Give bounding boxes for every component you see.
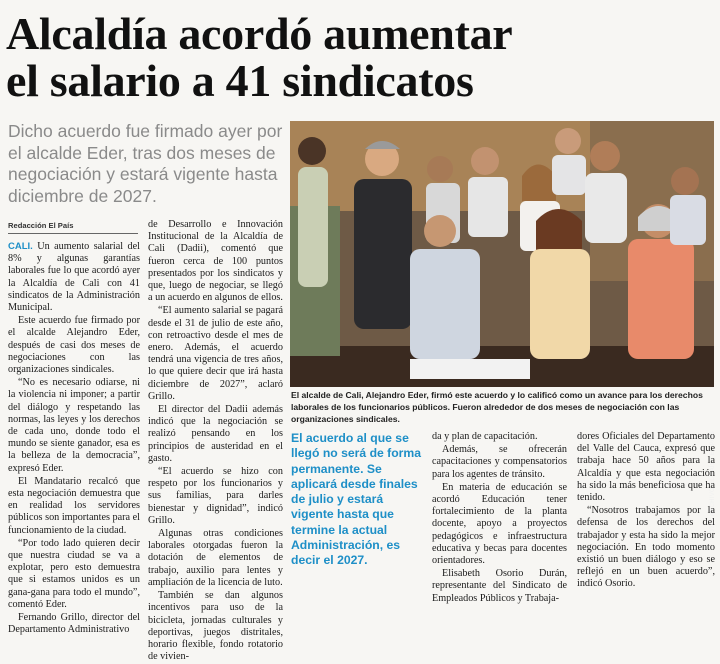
paragraph: “Por todo lado quieren decir que nuestra ciudad se va a explotar, pero esto demuestra que si estamos unidos es un gana-gana para todo el mundo”, comentó Eder. <box>8 537 140 610</box>
pull-quote: El acuerdo al que se llegó no será de forma permanente. Se aplicará desde finales de julio y estará vigente hasta que termine la actual Administración, es decir el 2027. <box>291 431 422 568</box>
paragraph: Además, se ofrecerán capacitaciones y compensatorios para los agentes de tránsito. <box>432 444 567 480</box>
headline <box>6 10 716 104</box>
lead-text: Un aumento salarial del 8% y algunas garantías laborales fue lo que acordó ayer la Alcaldía de Cali con 41 sindicatos de la Administración Municipal. <box>8 241 140 314</box>
paragraph: “Nosotros trabajamos por la defensa de los derechos del trabajador y esta ha sido la mejor negociación. En todo momento existió un buen diálogo y eso se reflejó en un buen acuerdo”, indicó Osorio. <box>577 505 715 590</box>
photo-caption: El alcalde de Cali, Alejandro Eder, firmó este acuerdo y lo calificó como un avance para los derechos laborales de los funcionarios públicos. Fueron alrededor de dos meses de negociación con las organizaciones sindicales. <box>291 390 703 424</box>
paragraph: “No es necesario odiarse, ni la violencia ni imponer; a partir del diálogo y respetando las normas, las leyes y los derechos de cada uno, donde todo el mundo se siente ganador, esa es la belleza de la democracia”, expresó Eder. <box>8 377 140 474</box>
paragraph: Elisabeth Osorio Durán, representante del Sindicato de Empleados Públicos y Trabaja- <box>432 568 567 604</box>
dateline: CALI. <box>8 241 33 252</box>
paragraph: También se dan algunos incentivos para uso de la bicicleta, jornadas culturales y deportivas, juegos distritales, horario flexible, fondo rotatorio de vivien- <box>148 590 283 663</box>
article-column-1 <box>8 241 140 638</box>
deck-subtitle: Dicho acuerdo fue firmado ayer por el alcalde Eder, tras dos meses de negociación y estará vigente hasta diciembre de 2027. <box>8 121 283 206</box>
paragraph: En materia de educación se acordó Educación tener fortalecimiento de la planta docente, apoyo a proyectos pedagógicos e infraestructura educativa y becas para docentes orientadores. <box>432 481 567 567</box>
lead-paragraph <box>8 241 140 314</box>
byline: Redacción El País <box>8 221 74 230</box>
headline-line-2: el salario a 41 sindicatos <box>6 55 474 106</box>
photo-credit: FOTO: ARCHIVO EL PAÍS | EL PAÍS <box>710 431 716 538</box>
article-column-4 <box>577 431 715 592</box>
paragraph: “El aumento salarial se pagará desde el 31 de julio de este año, con retroactivo desde el mes de enero. Además, el acuerdo tendrá una vigencia de tres años, lo que quiere decir que irá hasta diciembre de 2027”, aclaró Grillo. <box>148 305 283 402</box>
paragraph: El Mandatario recalcó que esta negociación demuestra que en realidad los servidores públicos son importantes para el funcionamiento de la ciudad. <box>8 475 140 536</box>
paragraph: Algunas otras condiciones laborales otorgadas fueron la dotación de elementos de trabajo, auxilio para lentes y ampliación de la licencia de luto. <box>148 528 283 588</box>
paragraph: El director del Dadii además indicó que la negociación se realizó pensando en los principios de austeridad en el gasto. <box>148 404 283 464</box>
paragraph: Este acuerdo fue firmado por el alcalde Alejandro Eder, después de casi dos meses de negociaciones con las organizaciones sindicales. <box>8 315 140 376</box>
article-column-2 <box>148 219 283 664</box>
paragraph: “El acuerdo se hizo con respeto por los funcionarios y sus familias, para darles bienestar y dignidad”, indicó Grillo. <box>148 466 283 526</box>
photo-illustration <box>290 121 714 387</box>
paragraph: Fernando Grillo, director del Departamento Administrativo <box>8 612 140 636</box>
headline-line-1: Alcaldía acordó aumentar <box>6 8 513 59</box>
paragraph: de Desarrollo e Innovación Institucional de la Alcaldía de Cali (Dadii), comentó que fueron cerca de 100 puntos presentados por los sindicatos y que, luego de negociar, se llegó a un acuerdo en algunos de ellos. <box>148 219 283 304</box>
byline-divider <box>8 233 138 234</box>
paragraph: da y plan de capacitación. <box>432 431 538 442</box>
paragraph: dores Oficiales del Departamento del Valle del Cauca, expresó que trabaja hace 50 años para la Alcaldía y que esta negociación ha sido la más beneficiosa que ha tenido. <box>577 431 715 504</box>
article-column-3 <box>432 431 567 606</box>
